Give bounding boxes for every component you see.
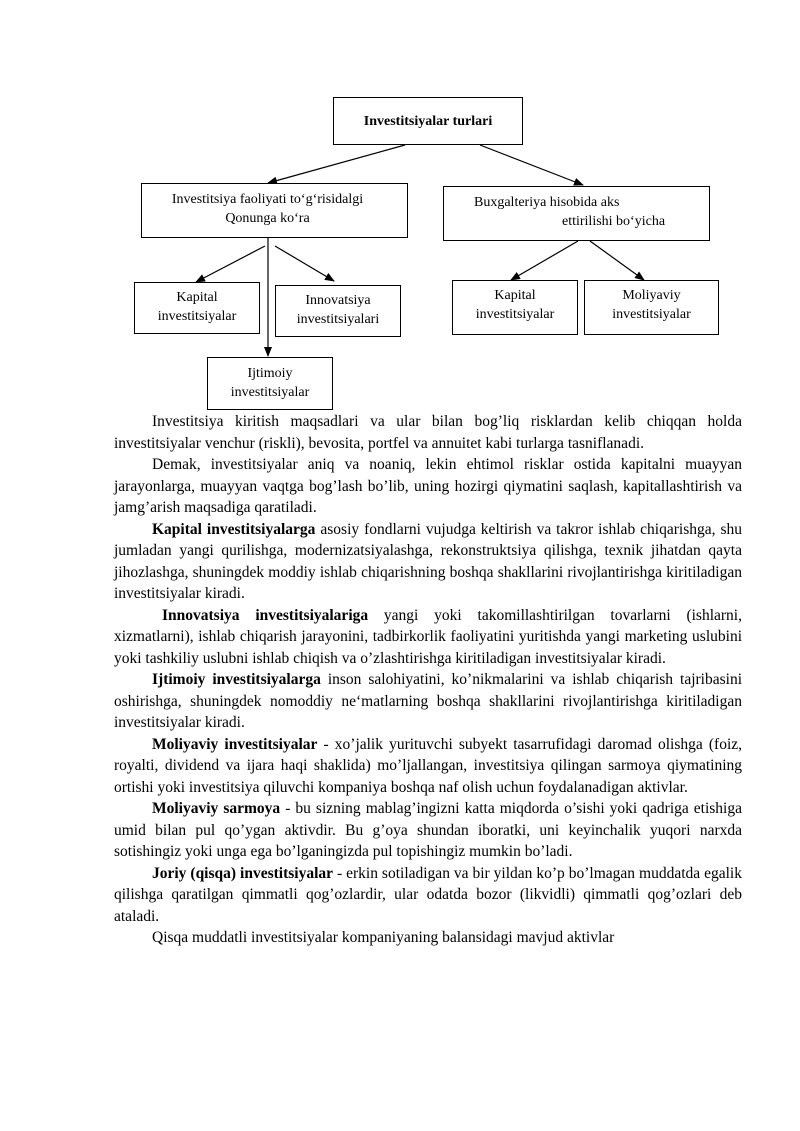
diagram-left-child-innovatsiya-line2: investitsiyalari — [296, 312, 380, 327]
paragraph-4: Innovatsiya investitsiyalariga yangi yoki takomillashtirilgan tovarlarni (ishlarni, xizmatlarni), ishlab chiqarish jarayonini, tadbirkorlik faoliyatini yuritishda yangi marketing uslubini yoki tashkiliy uslubni ishlab chiqish va o’zlashtirishga kiritiladigan investitsiyalar kiradi. — [114, 606, 742, 667]
arrow-root-right — [480, 145, 583, 185]
diagram-root-label: Investitsiyalar turlari — [363, 114, 493, 129]
paragraph-1: Investitsiya kiritish maqsadlari va ular bilan bog’liq risklardan kelib chiqqan holda investitsiyalar venchur (riskli), bevosita, portfel va annuitet kabi turlarga tasniflanadi. — [114, 413, 742, 452]
diagram-left-child-kapital-line2: investitsiyalar — [157, 309, 237, 324]
diagram-left-child-kapital-line1: Kapital — [176, 290, 218, 305]
diagram-left-child-kapital — [134, 282, 260, 334]
diagram-root-box — [333, 97, 523, 145]
paragraph-7: Moliyaviy sarmoya - bu sizning mablag’ingizni katta miqdorda o’sishi yoki qadriga etishiga umid bilan pul qo’ygan aktivdir. Bu g’oya shundan iboratki, uni keyinchalik yuqori narxda sotishingiz yoki unga ega bo’lganingizda pul topishingiz mumkin bo’ladi. — [114, 800, 742, 860]
diagram-left-branch-line2: Qonunga ko‘ra — [225, 211, 310, 226]
diagram-left-branch-line1: Investitsiya faoliyati to‘g‘risidalgi — [171, 192, 364, 207]
arrow-left-innovatsiya — [275, 246, 334, 281]
diagram-right-branch-line2: ettirilishi bo‘yicha — [562, 214, 666, 229]
term-moliyaviy-investitsiyalar: Moliyaviy investitsiyalar — [152, 735, 318, 753]
term-kapital: Kapital investitsiyalarga — [152, 520, 316, 538]
term-joriy-investitsiyalar: Joriy (qisqa) investitsiyalar — [152, 864, 334, 882]
term-ijtimoiy: Ijtimoiy investitsiyalarga — [152, 671, 321, 688]
diagram-right-child-kapital-line1: Kapital — [494, 288, 536, 303]
paragraph-6: Moliyaviy investitsiyalar - xo’jalik yurituvchi subyekt tasarrufidagi daromad olishga (foiz, royalti, dividend va ijara haqi shaklida) mo’ljallangan, investitsiya qilingan sarmoya qiymatining ortishi yoki investitsiya qiluvchi kompaniya boshqa naf olish uchun foydalanadigan aktivlar. — [114, 735, 743, 796]
term-innovatsiya: Innovatsiya investitsiyalariga — [162, 606, 369, 624]
paragraph-2: Demak, investitsiyalar aniq va noaniq, lekin ehtimol risklar ostida kapitalni muayyan jarayonlarga, muayyan vaqtga bog’lash bo’lib, uning hozirgi qiymatini saqlash, kapitallashtirish va jamg’arish maqsadiga qaratiladi. — [114, 456, 742, 516]
arrow-right-moliyaviy — [590, 241, 644, 280]
diagram-left-child-innovatsiya-line1: Innovatsiya — [305, 293, 371, 308]
arrow-left-kapital — [196, 246, 265, 282]
diagram-left-child-ijtimoiy — [207, 357, 333, 410]
diagram-left-child-ijtimoiy-line1: Ijtimoiy — [247, 366, 293, 381]
body-text — [114, 411, 742, 949]
paragraph-9: Qisqa muddatli investitsiyalar kompaniyaning balansidagi mavjud aktivlar — [152, 929, 615, 946]
diagram-right-child-kapital-line2: investitsiyalar — [475, 307, 555, 322]
diagram-right-child-moliyaviy — [584, 280, 719, 335]
diagram-right-branch-box — [443, 186, 710, 241]
diagram-right-child-kapital — [452, 280, 578, 335]
diagram-left-branch-box — [141, 183, 408, 238]
arrow-right-kapital — [511, 241, 578, 280]
paragraph-8: Joriy (qisqa) investitsiyalar - erkin sotiladigan va bir yildan ko’p bo’lmagan muddatda egalik qilishga qaratilgan qimmatli qog’ozlardir, ular odatda bozor (likvidli) qimmatli qog’ozlari deb ataladi. — [114, 864, 742, 925]
paragraph-3: Kapital investitsiyalarga asosiy fondlarni vujudga keltirish va takror ishlab chiqarishga, shu jumladan yangi qurilishga, modernizatsiyalashga, rekonstruktsiya qilishga, texnik jihatdan qayta jihozlashga, shuningdek moddiy ishlab chiqarishning boshqa shakllarini rivojlantirishga kiritiladigan investitsiyalar kiradi. — [114, 520, 742, 602]
diagram-right-branch-line1: Buxgalteriya hisobida aks — [474, 195, 620, 210]
diagram-left-child-innovatsiya — [275, 285, 401, 337]
diagram-left-child-ijtimoiy-line2: investitsiyalar — [230, 385, 310, 400]
paragraph-5: Ijtimoiy investitsiyalarga inson salohiyatini, ko’nikmalarini va ishlab chiqarish tajribasini oshirishga, shuningdek nomoddiy ne‘matlarning boshqa shakllarini rivojlantirishga kiritiladigan investitsiyalar kiradi. — [114, 671, 742, 731]
arrow-root-left — [268, 145, 405, 183]
term-moliyaviy-sarmoya: Moliyaviy sarmoya — [152, 800, 281, 817]
diagram-right-child-moliyaviy-line1: Moliyaviy — [622, 288, 681, 303]
diagram-right-child-moliyaviy-line2: investitsiyalar — [612, 307, 691, 322]
